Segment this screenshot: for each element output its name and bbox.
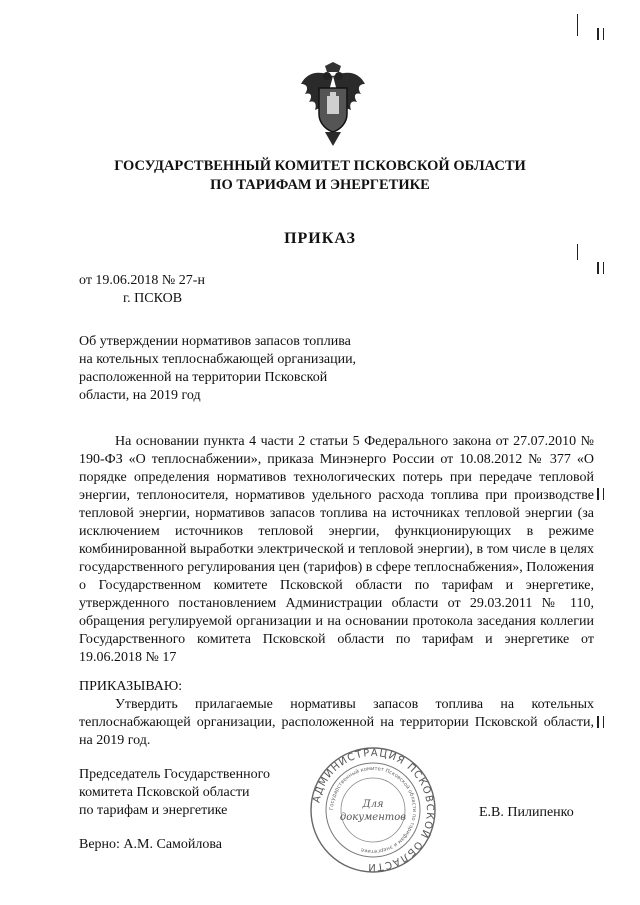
subject-line-4: области, на 2019 год [79, 388, 201, 403]
subject-line-2: на котельных теплоснабжающей организации, [79, 352, 357, 367]
svg-text:АДМИНИСТРАЦИЯ ПСКОВСКОЙ ОБЛАСТ: АДМИНИСТРАЦИЯ ПСКОВСКОЙ ОБЛАСТИ [311, 747, 436, 873]
signatory-name: Е.В. Пилипенко [479, 805, 574, 820]
scan-artifact [603, 28, 604, 40]
scan-artifact [577, 244, 578, 260]
signatory-position-line2: комитета Псковской области [79, 785, 250, 800]
order-paragraph: Утвердить прилагаемые нормативы запасов топлива на котельных теплоснабжающей организации, расположенной на территории Псковской области, на 2019 год. [79, 697, 594, 748]
scan-artifact [597, 28, 599, 40]
coat-of-arms-emblem [297, 62, 369, 148]
signatory-position-line1: Председатель Государственного [79, 767, 271, 782]
preamble-paragraph: На основании пункта 4 части 2 статьи 5 Федерального закона от 27.07.2010 № 190-ФЗ «О теплоснабжении», приказа Минэнерго России от 10.08.2012 № 377 «О порядке определения нормативов технологических потерь при передаче тепловой энергии, теплоносителя, нормативов удельного расхода топлива при производстве тепловой энергии, нормативов запасов топлива на источниках тепловой энергии (за исключением источников тепловой энергии, функционирующих в режиме комбинированной выработки электрической и тепловой энергии), в том числе в целях государственного регулирования цен (тарифов) в сфере теплоснабжения», Положения о Государственном комитете Псковской области по тарифам и энергетике, утвержденного постановлением Администрации области от 29.03.2011 № 110, обращения регулируемой организации и на основании протокола заседания коллегии Государственного комитета Псковской области по тарифам и энергетике от 19.06.2018 № 17 [79, 434, 594, 665]
order-keyword: ПРИКАЗЫВАЮ: [79, 679, 183, 694]
organization-name-line1: ГОСУДАРСТВЕННЫЙ КОМИТЕТ ПСКОВСКОЙ ОБЛАСТИ [114, 158, 526, 174]
svg-text:документов: документов [339, 812, 407, 823]
scan-artifact [597, 488, 599, 500]
document-date-number: от 19.06.2018 № 27-н [79, 273, 205, 288]
scan-artifact [597, 262, 599, 274]
official-stamp [308, 745, 438, 875]
scan-artifact [603, 716, 604, 728]
subject-line-3: расположенной на территории Псковской [79, 370, 328, 385]
signatory-position-line3: по тарифам и энергетике [79, 803, 228, 818]
scan-artifact [597, 716, 599, 728]
document-city: г. ПСКОВ [123, 291, 183, 306]
svg-text:Для: Для [362, 799, 384, 810]
document-title: ПРИКАЗ [284, 230, 356, 247]
scan-artifact [603, 262, 604, 274]
scan-artifact [603, 488, 604, 500]
scan-artifact [577, 14, 578, 36]
organization-name-line2: ПО ТАРИФАМ И ЭНЕРГЕТИКЕ [210, 177, 430, 193]
subject-line-1: Об утверждении нормативов запасов топлива [79, 334, 351, 349]
verification-note: Верно: А.М. Самойлова [79, 837, 223, 852]
svg-text:Государственный комитет Псковс: Государственный комитет Псковской области по тарифам и энергетике [328, 765, 418, 855]
